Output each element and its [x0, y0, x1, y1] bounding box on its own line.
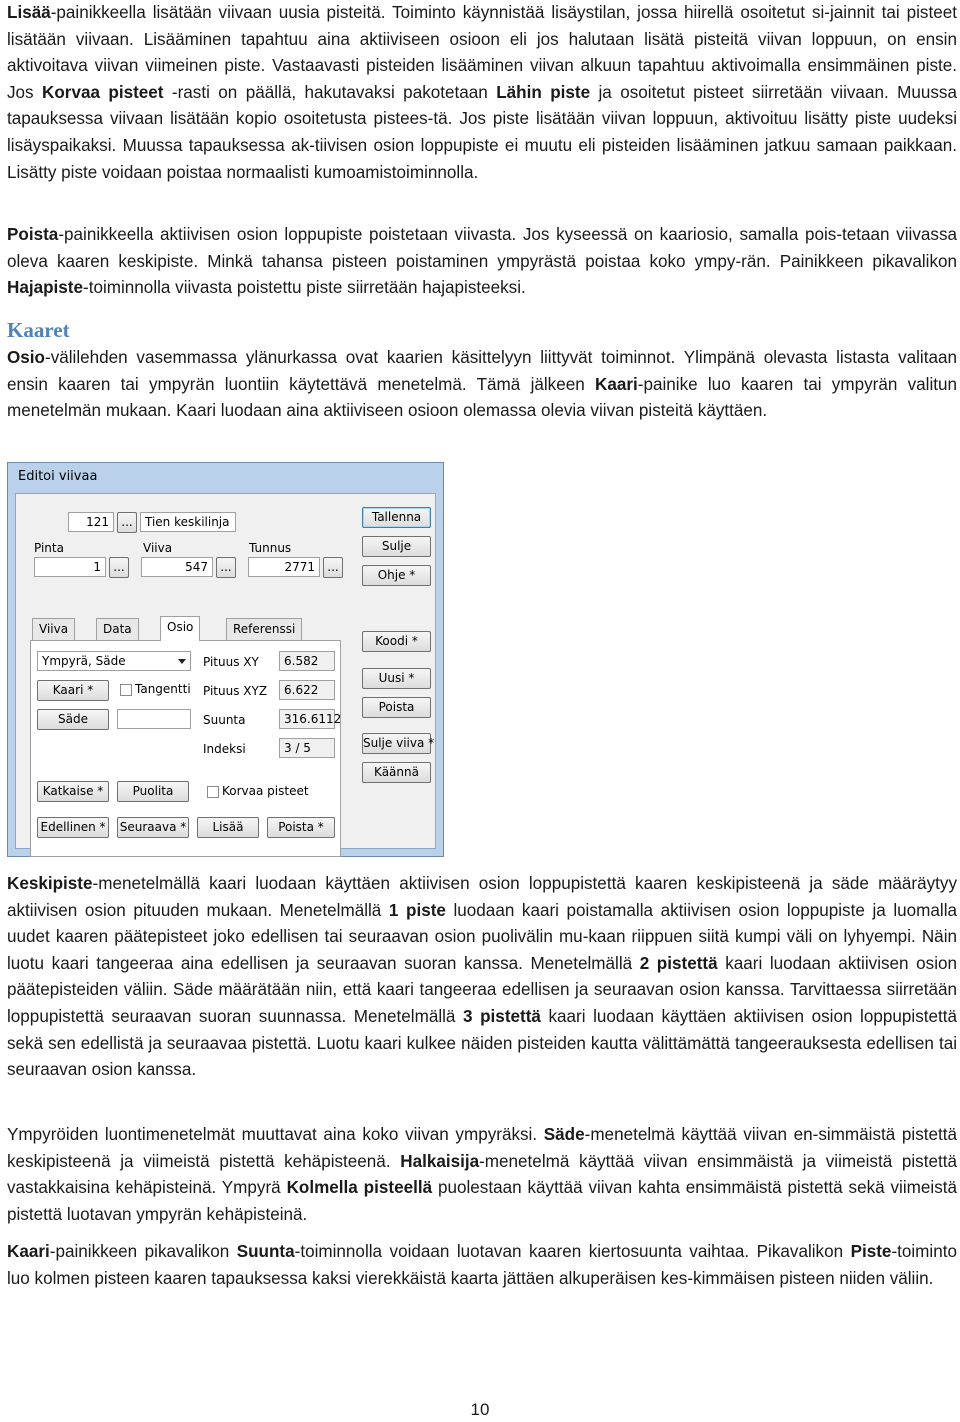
- term-sade: Säde: [543, 1125, 585, 1144]
- pituus-xy-label: Pituus XY: [203, 655, 259, 669]
- text: -menetelmä käyttää viivan ensimmäistä ja viimeistä pistettä vastakkaisina kehäpisteinä. Ympyrä: [7, 1151, 957, 1198]
- tab-viiva[interactable]: Viiva: [32, 618, 75, 640]
- paragraph-lisaa: [7, 0, 957, 186]
- viiva-browse-button[interactable]: ...: [216, 557, 236, 578]
- tab-referenssi[interactable]: Referenssi: [226, 618, 302, 640]
- text: -toiminnolla voidaan luotavan kaaren kiertosuunta vaihtaa. Pikavalikon: [294, 1242, 851, 1261]
- uusi-button[interactable]: Uusi *: [362, 668, 431, 689]
- lisaa-button[interactable]: Lisää: [197, 817, 259, 838]
- puolita-button[interactable]: Puolita: [117, 781, 189, 802]
- tangentti-checkbox[interactable]: [120, 684, 132, 696]
- text: -painike luo kaaren tai ympyrän valitun menetelmän mukaan. Kaari luodaan aina aktiiviseen osioon olemassa olevia viivan pisteitä käyttäen.: [7, 374, 958, 421]
- paragraph-poista: [7, 222, 957, 302]
- edellinen-button[interactable]: Edellinen *: [37, 817, 109, 838]
- arc-method-select[interactable]: [37, 651, 191, 671]
- edit-line-dialog: [7, 462, 444, 857]
- arc-method-value: Ympyrä, Säde: [42, 654, 126, 668]
- tunnus-browse-button[interactable]: ...: [323, 557, 343, 578]
- tab-osio[interactable]: Osio: [160, 616, 200, 641]
- seuraava-button[interactable]: Seuraava *: [117, 817, 189, 838]
- kaanna-button[interactable]: Käännä: [362, 762, 431, 783]
- term-piste: Piste: [850, 1242, 892, 1261]
- osio-tab-panel: [30, 640, 341, 857]
- tallenna-button[interactable]: Tallenna: [362, 507, 431, 528]
- text: -painikkeella aktiivisen osion loppupiste poistetaan viivasta. Jos kyseessä on kaariosio, samalla pois-tetaan viivassa oleva kaaren keskipiste. Minkä tahansa pisteen poistaminen ympyrästä poistaa koko ympy-rän. Painikkeen pikavalikon: [7, 225, 957, 271]
- chevron-down-icon: [178, 659, 186, 664]
- term-kolmella-pisteella: Kolmella pisteellä: [286, 1178, 433, 1198]
- text: kaari luodaan käyttäen aktiivisen osion loppupistettä sekä sen edellistä ja seuraavaa pistettä. Luotu kaari kulkee näiden pisteiden kautta välittämättä tangeerauksesta edellisen tai seuraavan osion kanssa.: [7, 1006, 957, 1080]
- term-halkaisija: Halkaisija: [400, 1151, 480, 1171]
- sulje-button[interactable]: Sulje: [362, 536, 431, 557]
- dialog-title: Editoi viivaa: [18, 469, 98, 484]
- line-number-browse-button[interactable]: ...: [117, 512, 137, 533]
- term-kaari: Kaari: [595, 374, 638, 394]
- term-suunta: Suunta: [236, 1242, 295, 1261]
- text: ja osoitetut pisteet siirretään viivaan. Muussa tapauksessa viivaan lisätään kopio osoitetusta pistees-tä. Jos piste lisätään viivan loppuun, aktivoituu lisätty piste uudeksi lisäyspaikaksi. Muussa tapauksessa ak-tiivisen osion loppupiste ei muutu eli pisteiden lisääminen jatkuu samaan paikkaan. Lisätty piste voidaan poistaa normaalisti kumoamistoiminnolla.: [7, 82, 957, 182]
- sade-button[interactable]: Säde: [37, 709, 109, 730]
- text: -rasti on päällä, hakutavaksi pakotetaan: [163, 82, 497, 102]
- text: -painikkeella lisätään viivaan uusia pisteitä. Toiminto käynnistää lisäystilan, jossa hiirellä osoitetut si-jainnit tai pisteet lisätään viivaan. Lisääminen tapahtuu aina aktiiviseen osioon eli jos halutaan lisätä pisteitä viivan loppuun, on ensin aktivoitava viivan viimeinen piste. Vastaavasti pisteiden lisääminen viivan alkuun tapahtuu aktivoimalla ensimmäinen piste. Jos: [7, 3, 957, 102]
- term-1-piste: 1 piste: [388, 900, 446, 920]
- term-hajapiste: Hajapiste: [7, 278, 84, 298]
- term-lahin-piste: Lähin piste: [496, 82, 591, 102]
- katkaise-button[interactable]: Katkaise *: [37, 781, 109, 802]
- term-keskipiste: Keskipiste: [7, 874, 93, 893]
- suunta-label: Suunta: [203, 713, 246, 727]
- tunnus-label: Tunnus: [249, 541, 292, 555]
- term-lisaa: Lisää: [7, 3, 51, 22]
- term-kaari: Kaari: [7, 1242, 50, 1261]
- tunnus-field[interactable]: 2771: [248, 557, 320, 577]
- pinta-label: Pinta: [34, 541, 64, 555]
- paragraph-osio: [7, 345, 957, 425]
- pinta-field[interactable]: 1: [34, 557, 106, 577]
- text: kaari luodaan aktiivisen osion päätepisteiden väliin. Säde määrätään niin, että kaari tangeeraa edellisen ja seuraavan osion kanssa. Tarvittaessa siirretään loppupistettä seuraavan suoran suunnassa. Menetelmällä: [7, 953, 958, 1026]
- poista-point-button[interactable]: Poista *: [267, 817, 335, 838]
- ohje-button[interactable]: Ohje *: [362, 565, 431, 586]
- indeksi-label: Indeksi: [203, 742, 246, 756]
- pinta-browse-button[interactable]: ...: [109, 557, 129, 578]
- text: -menetelmä käyttää viivan en-simmäistä pistettä keskipisteenä ja viimeistä pistettä kehäpisteenä.: [7, 1125, 958, 1171]
- suunta-value: 316.6112: [279, 709, 335, 729]
- pituus-xyz-value: 6.622: [279, 680, 335, 700]
- sulje-viiva-button[interactable]: Sulje viiva *: [362, 733, 431, 754]
- term-osio: Osio: [7, 348, 45, 367]
- viiva-label: Viiva: [143, 541, 173, 555]
- paragraph-kaari-pikavalikko: [7, 1239, 957, 1292]
- tab-data[interactable]: Data: [96, 618, 139, 640]
- term-3-pistetta: 3 pistettä: [463, 1006, 541, 1026]
- term-poista: Poista: [7, 225, 59, 244]
- term-korvaa-pisteet: Korvaa pisteet: [42, 82, 164, 102]
- page-number: 10: [470, 1400, 490, 1419]
- korvaa-pisteet-checkbox[interactable]: [207, 786, 219, 798]
- text: -toiminnolla viivasta poistettu piste siirretään hajapisteeksi.: [83, 278, 526, 298]
- line-name-field[interactable]: Tien keskilinja: [140, 512, 236, 532]
- line-number-field[interactable]: 121: [68, 512, 114, 532]
- tangentti-label: Tangentti: [135, 682, 191, 696]
- section-heading-kaaret: Kaaret: [7, 318, 70, 342]
- pituus-xy-value: 6.582: [279, 651, 335, 671]
- text: -välilehden vasemmassa ylänurkassa ovat kaarien käsittelyyn liittyvät toiminnot. Ylimpänä olevasta listasta valitaan ensin kaaren tai ympyrän luontiin käytettävä menetelmä. Tämä jälkeen: [7, 348, 957, 394]
- text: -toiminto luo kolmen pisteen kaaren tapauksessa kaksi vierekkäistä kaarta jättäen alkuperäisen kes-kimmäisen pisteen niiden väliin.: [7, 1242, 957, 1288]
- viiva-field[interactable]: 547: [141, 557, 213, 577]
- term-2-pistetta: 2 pistettä: [639, 953, 718, 973]
- pituus-xyz-label: Pituus XYZ: [203, 684, 268, 698]
- text: Ympyröiden luontimenetelmät muuttavat aina koko viivan ympyräksi.: [7, 1125, 544, 1144]
- indeksi-value: 3 / 5: [279, 738, 335, 758]
- text: -painikkeen pikavalikon: [49, 1242, 237, 1261]
- paragraph-ympyrat: [7, 1122, 957, 1228]
- text: luodaan kaari poistamalla aktiivisen osion loppupiste ja luomalla uudet kaaren päätepisteet joko edellisen tai seuraavan osion puolivälin mu-kaan riippuen siitä kumpi väli on lyhyempi. Näin luotu kaari tangeeraa aina edellisen ja seuraavan suoran kanssa. Menetelmällä: [7, 900, 957, 973]
- paragraph-keskipiste: [7, 871, 957, 1084]
- poista-line-button[interactable]: Poista: [362, 697, 431, 718]
- koodi-button[interactable]: Koodi *: [362, 631, 431, 652]
- radius-field[interactable]: [117, 709, 191, 729]
- text: -menetelmällä kaari luodaan käyttäen aktiivisen osion loppupistettä kaaren keskipisteenä ja säde määräytyy aktiivisen osion pituuden mukaan. Menetelmällä: [7, 874, 957, 920]
- kaari-button[interactable]: Kaari *: [37, 680, 109, 701]
- dialog-body: [15, 493, 436, 849]
- korvaa-pisteet-label: Korvaa pisteet: [222, 784, 309, 798]
- text: puolestaan käyttää viivan kahta ensimmäistä pistettä sekä viimeistä pistettä luotavan ympyrän kehäpisteinä.: [7, 1178, 958, 1224]
